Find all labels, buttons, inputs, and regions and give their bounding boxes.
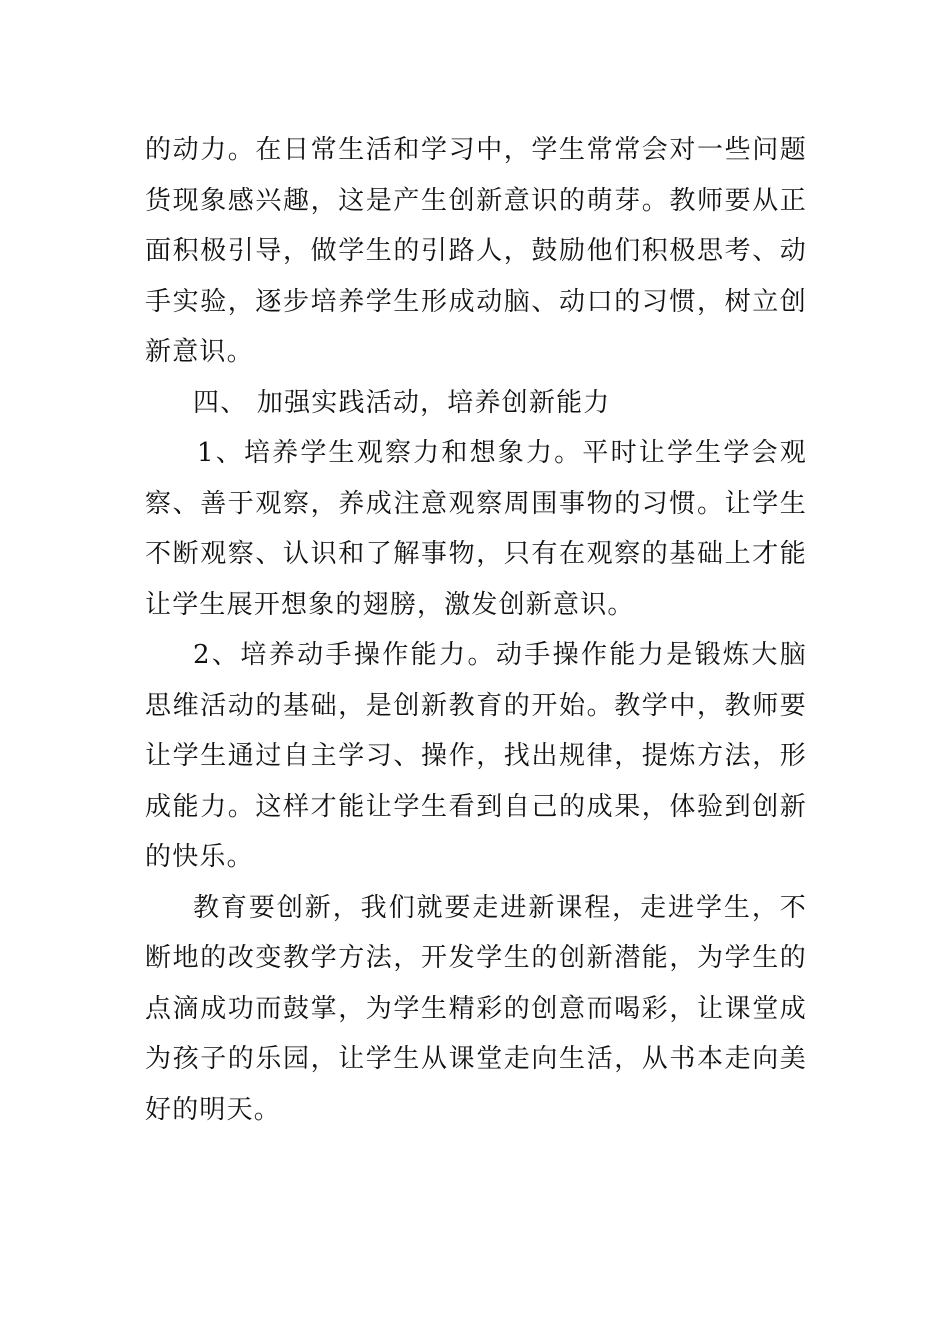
- paragraph-item-1: 1、培养学生观察力和想象力。平时让学生学会观察、善于观察，养成注意观察周围事物的习惯。让学生不断观察、认识和了解事物，只有在观察的基础上才能让学生展开想象的翅膀，激发创新意识。: [145, 438, 807, 620]
- section-heading: 四、 加强实践活动，培养创新能力: [193, 387, 611, 418]
- paragraph-item-2: 2、培养动手操作能力。动手操作能力是锻炼大脑思维活动的基础，是创新教育的开始。教学中，教师要让学生通过自主学习、操作，找出规律，提炼方法，形成能力。这样才能让学生看到自己的成果，体验到创新的快乐。: [145, 640, 807, 872]
- paragraph-conclusion: 教育要创新，我们就要走进新课程，走进学生，不断地的改变教学方法，开发学生的创新潜能，为学生的点滴成功而鼓掌，为学生精彩的创意而喝彩，让课堂成为孩子的乐园，让学生从课堂走向生活，从书本走向美好的明天。: [145, 892, 807, 1125]
- body-text: [145, 125, 807, 1135]
- paragraph-continuation: 的动力。在日常生活和学习中，学生常常会对一些问题货现象感兴趣，这是产生创新意识的萌芽。教师要从正面积极引导，做学生的引路人，鼓励他们积极思考、动手实验，逐步培养学生形成动脑、动口的习惯，树立创新意识。: [145, 135, 807, 367]
